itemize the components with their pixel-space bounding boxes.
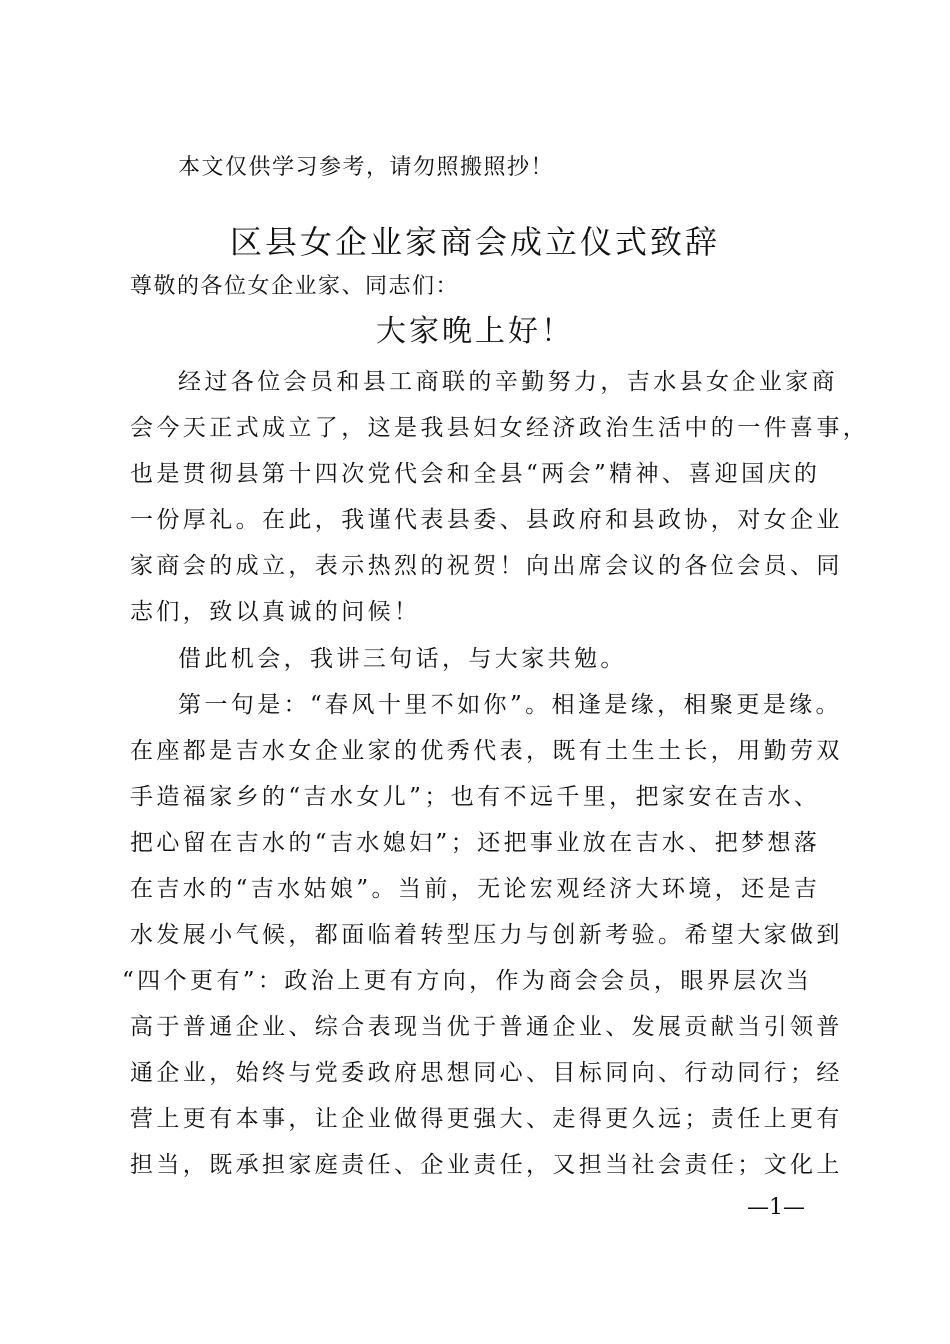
paragraph-3-line: 手造福家乡的“吉水女儿”；也有不远千里，把家安在吉水、 — [130, 784, 821, 810]
paragraph-1-line: 也是贯彻县第十四次党代会和全县“两会”精神、喜迎国庆的 — [130, 461, 821, 487]
paragraph-3-line: 第一句是：“春风十里不如你”。相逢是缘，相聚更是缘。 — [178, 692, 842, 718]
study-notice: 本文仅供学习参考，请勿照搬照抄！ — [178, 155, 555, 180]
paragraph-1-line: 志们，致以真诚的问候！ — [130, 599, 421, 625]
paragraph-2-line: 借此机会，我讲三句话，与大家共勉。 — [178, 646, 627, 672]
paragraph-1-line: 家商会的成立，表示热烈的祝贺！向出席会议的各位会员、同 — [130, 553, 843, 579]
paragraph-3-line: 把心留在吉水的“吉水媳妇”；还把事业放在吉水、把梦想落 — [130, 830, 821, 856]
paragraph-3-line: 在吉水的“吉水姑娘”。当前，无论宏观经济大环境，还是吉 — [130, 876, 821, 902]
paragraph-1-line: 会今天正式成立了，这是我县妇女经济政治生活中的一件喜事， — [130, 415, 870, 441]
paragraph-3-line: 高于普通企业、综合表现当优于普通企业、发展贡献当引领普 — [130, 1014, 843, 1040]
greeting: 大家晚上好！ — [376, 314, 574, 349]
paragraph-3-line: 营上更有本事，让企业做得更强大、走得更久远；责任上更有 — [130, 1106, 843, 1132]
paragraph-3-line: “四个更有”：政治上更有方向，作为商会会员，眼界层次当 — [122, 968, 813, 994]
paragraph-1-line: 经过各位会员和县工商联的辛勤努力，吉水县女企业家商 — [178, 369, 838, 395]
paragraph-3-line: 在座都是吉水女企业家的优秀代表，既有土生土长，用勤劳双 — [130, 738, 843, 764]
page-number: —1— — [747, 1195, 805, 1220]
paragraph-1-line: 一份厚礼。在此，我谨代表县委、县政府和县政协，对女企业 — [130, 507, 843, 533]
paragraph-3-line: 担当，既承担家庭责任、企业责任，又担当社会责任；文化上 — [130, 1152, 843, 1178]
paragraph-3-line: 通企业，始终与党委政府思想同心、目标同向、行动同行；经 — [130, 1060, 843, 1086]
paragraph-3-line: 水发展小气候，都面临着转型压力与创新考验。希望大家做到 — [130, 922, 843, 948]
salutation: 尊敬的各位女企业家、同志们： — [130, 274, 460, 299]
document-title: 区县女企业家商会成立仪式致辞 — [229, 223, 720, 261]
